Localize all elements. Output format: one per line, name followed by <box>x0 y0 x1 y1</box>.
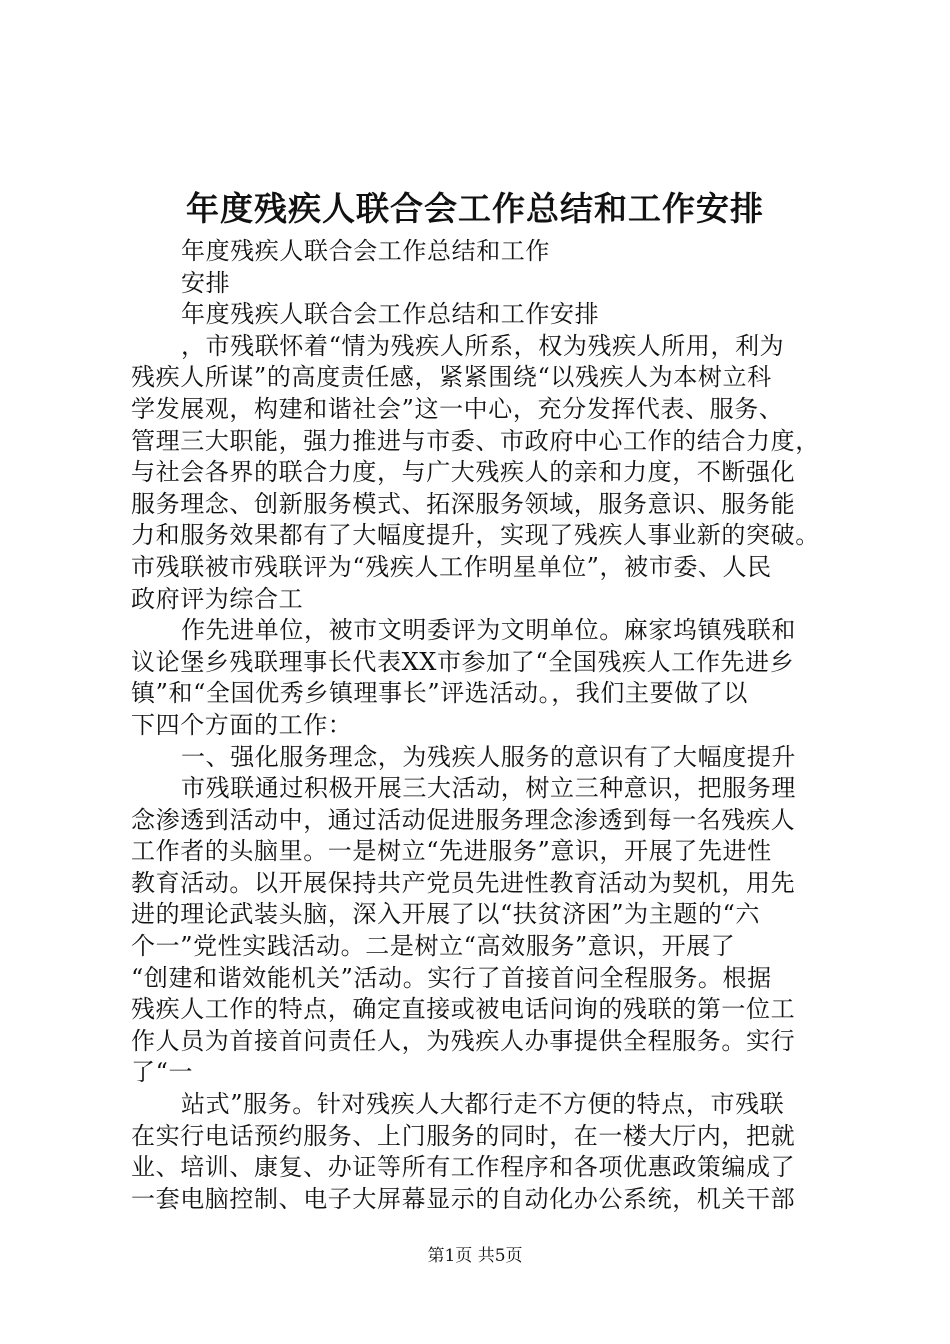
text-line: 一套电脑控制、电子大屏幕显示的自动化办公系统，机关干部 <box>131 1184 796 1213</box>
text-line: 安排 <box>181 268 231 297</box>
text-line: 力和服务效果都有了大幅度提升，实现了残疾人事业新的突破。 <box>131 521 820 550</box>
page-footer: 第1页 共5页 <box>427 1246 523 1266</box>
text-line: 教育活动。以开展保持共产党员先进性教育活动为契机，用先 <box>131 868 796 897</box>
text-line: 进的理论武装头脑，深入开展了以“扶贫济困”为主题的“六 <box>131 900 761 929</box>
text-line: 业、培训、康复、办证等所有工作程序和各项优惠政策编成了 <box>131 1153 796 1182</box>
text-line: 年度残疾人联合会工作总结和工作安排 <box>181 300 600 329</box>
document-title: 年度残疾人联合会工作总结和工作安排 <box>186 189 764 228</box>
text-line: 站式”服务。针对残疾人大都行走不方便的特点，市残联 <box>181 1090 785 1119</box>
text-line: 作人员为首接首问责任人，为残疾人办事提供全程服务。实行 <box>131 1026 796 1055</box>
text-line: 一、强化服务理念，为残疾人服务的意识有了大幅度提升 <box>181 742 796 771</box>
text-line: 政府评为综合工 <box>131 584 304 613</box>
text-line: 服务理念、创新服务模式、拓深服务领域，服务意识、服务能 <box>131 489 796 518</box>
text-line: 作先进单位，被市文明委评为文明单位。麻家坞镇残联和 <box>181 616 796 645</box>
text-line: 学发展观，构建和谐社会”这一中心，充分发挥代表、服务、 <box>131 394 784 423</box>
text-line: 镇”和“全国优秀乡镇理事长”评选活动。，我们主要做了以 <box>131 679 749 708</box>
text-line: 了“一 <box>131 1058 194 1087</box>
text-line: 市残联通过积极开展三大活动，树立三种意识，把服务理 <box>181 774 796 803</box>
text-line: 念渗透到活动中，通过活动促进服务理念渗透到每一名残疾人 <box>131 805 796 834</box>
text-line: 年度残疾人联合会工作总结和工作 <box>181 237 550 265</box>
document-body <box>131 236 841 1215</box>
text-line: ，市残联怀着“情为残疾人所系，权为残疾人所用，利为 <box>181 331 785 360</box>
text-line: 残疾人所谋”的高度责任感，紧紧围绕“以残疾人为本树立科 <box>131 363 772 392</box>
text-line: 与社会各界的联合力度，与广大残疾人的亲和力度，不断强化 <box>131 458 796 487</box>
text-line: 残疾人工作的特点，确定直接或被电话问询的残联的第一位工 <box>131 995 796 1024</box>
text-line: 市残联被市残联评为“残疾人工作明星单位”，被市委、人民 <box>131 552 772 581</box>
text-line: 在实行电话预约服务、上门服务的同时，在一楼大厅内，把就 <box>131 1121 796 1150</box>
text-line: “创建和谐效能机关”活动。实行了首接首问全程服务。根据 <box>131 963 772 992</box>
text-line: 管理三大职能，强力推进与市委、市政府中心工作的结合力度， <box>131 426 820 455</box>
text-line: 议论堡乡残联理事长代表XX市参加了“全国残疾人工作先进乡 <box>131 647 795 676</box>
text-line: 下四个方面的工作： <box>131 710 353 739</box>
text-line: 工作者的头脑里。一是树立“先进服务”意识，开展了先进性 <box>131 837 772 866</box>
text-line: 个一”党性实践活动。二是树立“高效服务”意识，开展了 <box>131 932 736 961</box>
